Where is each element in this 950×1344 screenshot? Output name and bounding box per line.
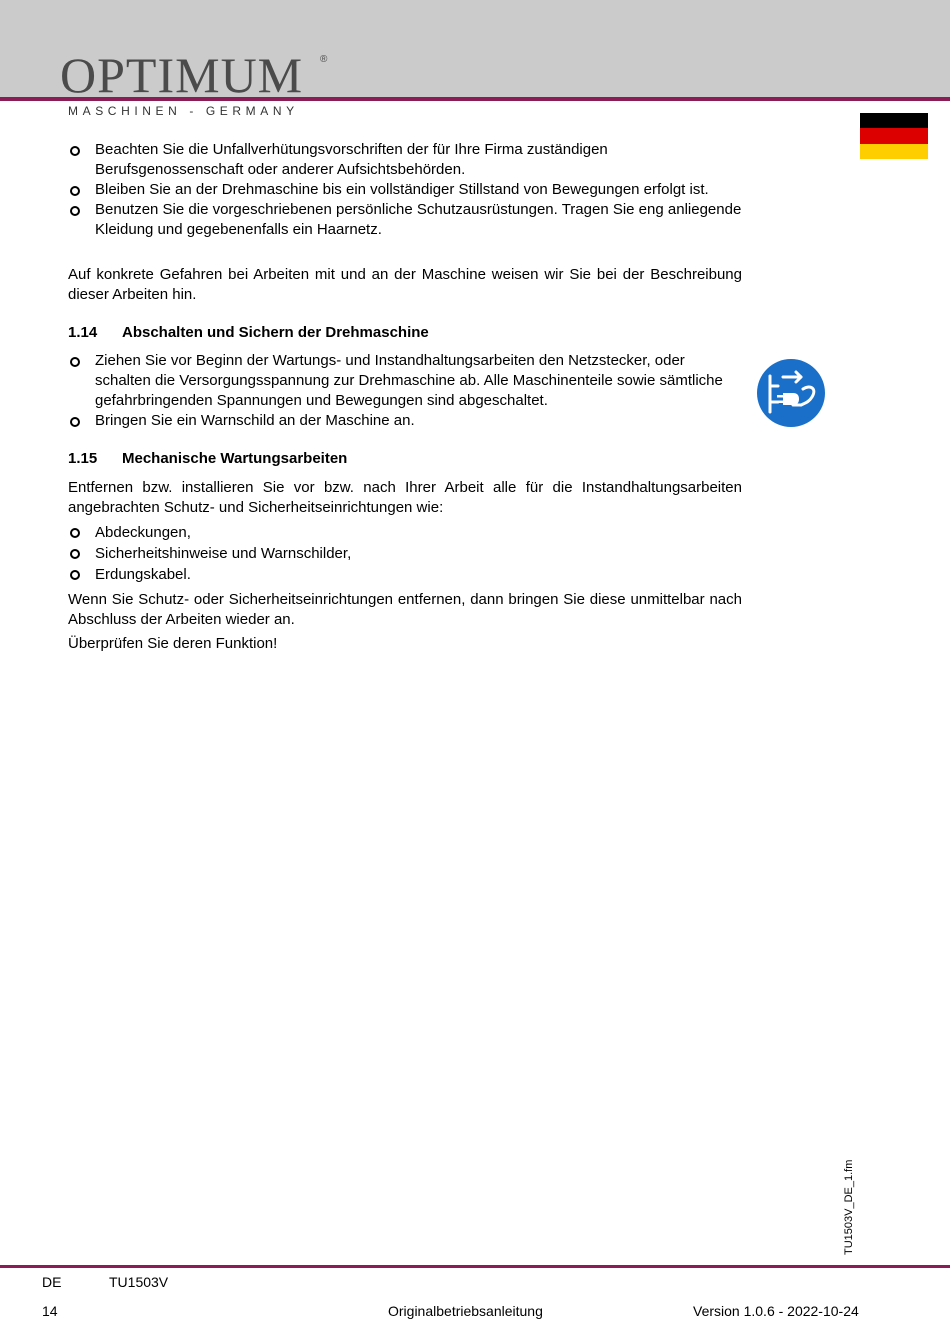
logo-wordmark: OPTIMUM <box>60 47 304 103</box>
footer-version: Version 1.0.6 - 2022-10-24 <box>693 1303 859 1319</box>
logo-registered-mark: ® <box>320 54 328 65</box>
footer-model: TU1503V <box>109 1274 169 1290</box>
maintenance-intro-paragraph: Entfernen bzw. installieren Sie vor bzw. nach Ihrer Arbeit alle für die Instandhaltungsarbeiten angebrachten Schutz- und Sicherheitseinrichtungen wie: <box>68 479 742 516</box>
bullet-circle-icon <box>70 186 80 196</box>
list-item: Sicherheitshinweise und Warnschilder, <box>68 543 742 564</box>
section-heading-1-15 <box>68 449 742 469</box>
shutdown-bullet-list <box>68 351 728 431</box>
safety-bullet-list <box>68 140 742 240</box>
bullet-circle-icon <box>70 570 80 580</box>
list-item: Erdungskabel. <box>68 564 742 585</box>
logo-subtitle: MASCHINEN - GERMANY <box>68 104 299 118</box>
bullet-circle-icon <box>70 549 80 559</box>
section-title: Mechanische Wartungsarbeiten <box>122 450 348 467</box>
page-number: 14 <box>42 1303 58 1319</box>
bullet-circle-icon <box>70 357 80 367</box>
list-item: Abdeckungen, <box>68 522 742 543</box>
list-item: Benutzen Sie die vorgeschriebenen persönliche Schutzausrüstungen. Tragen Sie eng anliegende Kleidung und gegebenenfalls ein Haarnetz. <box>68 200 742 240</box>
footer-language: DE <box>42 1274 62 1290</box>
section-title: Abschalten und Sichern der Drehmaschine <box>122 324 429 341</box>
list-item: Ziehen Sie vor Beginn der Wartungs- und Instandhaltungsarbeiten den Netzstecker, oder schalten die Versorgungsspannung zur Drehmaschine ab. Alle Maschinenteile sowie sämtliche gefahrbringenden Spannungen und Bewegungen sind abgeschaltet. <box>68 351 728 411</box>
section-heading-1-14 <box>68 323 742 343</box>
bullet-circle-icon <box>70 417 80 427</box>
list-item: Bleiben Sie an der Drehmaschine bis ein vollständiger Stillstand von Bewegungen erfolgt ist. <box>68 180 742 200</box>
disconnect-mains-plug-icon <box>757 359 825 427</box>
german-flag-icon <box>860 113 928 159</box>
reinstall-paragraph: Wenn Sie Schutz- oder Sicherheitseinrichtungen entfernen, dann bringen Sie diese unmittelbar nach Abschluss der Arbeiten wieder an. <box>68 591 742 628</box>
section-number: 1.14 <box>68 324 98 341</box>
hazard-note-paragraph: Auf konkrete Gefahren bei Arbeiten mit und an der Maschine weisen wir Sie bei der Beschreibung dieser Arbeiten hin. <box>68 266 742 303</box>
check-function-paragraph: Überprüfen Sie deren Funktion! <box>68 635 278 652</box>
list-item: Beachten Sie die Unfallverhütungsvorschriften der für Ihre Firma zuständigen Berufsgenossenschaft oder anderer Aufsichtsbehörden. <box>68 140 742 180</box>
footer-document-title: Originalbetriebsanleitung <box>388 1303 543 1319</box>
list-item: Bringen Sie ein Warnschild an der Maschine an. <box>68 411 728 431</box>
bullet-circle-icon <box>70 206 80 216</box>
footer-rule <box>0 1265 950 1268</box>
safety-devices-bullet-list <box>68 522 742 585</box>
section-number: 1.15 <box>68 450 98 467</box>
bullet-circle-icon <box>70 146 80 156</box>
source-file-label: TU1503V_DE_1.fm <box>843 1159 855 1255</box>
bullet-circle-icon <box>70 528 80 538</box>
